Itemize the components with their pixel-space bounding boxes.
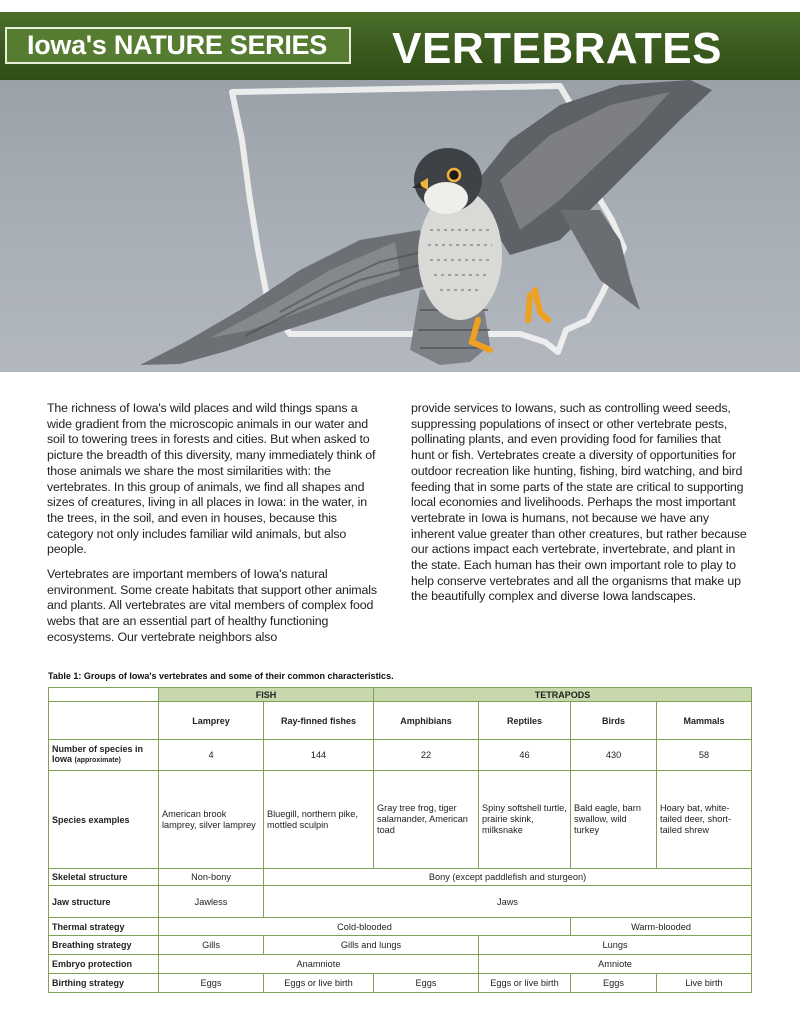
row-header: Species examples xyxy=(49,771,159,869)
table-row xyxy=(49,886,752,918)
page-title: VERTEBRATES xyxy=(392,24,722,73)
table-cell: Live birth xyxy=(657,974,752,993)
table-cell: American brook lamprey, silver lamprey xyxy=(159,771,264,869)
row-header xyxy=(49,740,159,771)
column-header: Mammals xyxy=(657,702,752,740)
row-header: Jaw structure xyxy=(49,886,159,918)
table-cell: Gills xyxy=(159,936,264,955)
table-cell: 58 xyxy=(657,740,752,771)
table-cell: 46 xyxy=(479,740,571,771)
column-header: Birds xyxy=(571,702,657,740)
paragraph: The richness of Iowa's wild places and wild things spans a wide gradient from the microscopic animals in our water and soil to towering trees in forests and cities. But when asked to picture the breadth of this diversity, many immediately think of those animals we share the most similarities with: the vertebrates. In this group of animals, we find all shapes and sizes of creatures, living in all places in Iowa: in the water, in the trees, in the soil, and even in houses, because this category not only includes familiar wild animals, but also people. xyxy=(47,401,376,557)
header-band xyxy=(0,12,800,80)
hero-photo xyxy=(0,80,800,372)
falcon-illustration xyxy=(0,80,800,372)
table-cell: Eggs or live birth xyxy=(479,974,571,993)
row-qualifier: (approximate) xyxy=(74,757,121,764)
table-row xyxy=(49,740,752,771)
table-cell: Amniote xyxy=(479,955,752,974)
table-cell: Eggs or live birth xyxy=(264,974,374,993)
table-cell: 22 xyxy=(374,740,479,771)
table-cell: Jaws xyxy=(264,886,752,918)
row-header: Thermal strategy xyxy=(49,918,159,936)
column-header: Reptiles xyxy=(479,702,571,740)
column-header: Lamprey xyxy=(159,702,264,740)
row-label: Number of species in Iowa xyxy=(52,744,144,764)
row-header: Skeletal structure xyxy=(49,869,159,886)
series-title: Iowa's NATURE SERIES xyxy=(27,30,327,60)
vertebrates-table xyxy=(48,687,752,993)
table-row xyxy=(49,869,752,886)
group-tetrapods: TETRAPODS xyxy=(374,688,752,702)
table-row xyxy=(49,955,752,974)
table-cell: Eggs xyxy=(159,974,264,993)
table-caption: Table 1: Groups of Iowa's vertebrates and some of their common characteristics. xyxy=(48,671,394,681)
column-header-row xyxy=(49,702,752,740)
table-cell: 430 xyxy=(571,740,657,771)
table-cell: Bony (except paddlefish and sturgeon) xyxy=(264,869,752,886)
table-cell: Gills and lungs xyxy=(264,936,479,955)
table-cell: Bluegill, northern pike, mottled sculpin xyxy=(264,771,374,869)
table-cell: Spiny softshell turtle, prairie skink, milksnake xyxy=(479,771,571,869)
series-badge xyxy=(5,27,351,64)
table-row xyxy=(49,974,752,993)
table-cell: Non-bony xyxy=(159,869,264,886)
paragraph: provide services to Iowans, such as controlling weed seeds, suppressing populations of insect or other vertebrate pests, pollinating plants, and even providing food for families that hunt or fish. Vertebrates create a diversity of opportunities for outdoor recreation like hunting, fishing, bird watching, and bird feeding that in some parts of the state are critical to supporting local economies and livelihoods. Perhaps the most important vertebrate in Iowa is humans, not because we have any inherent value greater than other creatures, but rather because our actions impact each vertebrate, invertebrate, and plant in the state. Each human has their own important role to play to help conserve vertebrates and all the organisms that make up the beautifully complex and diverse Iowa landscapes. xyxy=(411,401,747,604)
empty-corner xyxy=(49,702,159,740)
table-row xyxy=(49,771,752,869)
group-fish: FISH xyxy=(159,688,374,702)
table-cell: Eggs xyxy=(374,974,479,993)
body-column-left xyxy=(47,401,383,655)
group-header-row xyxy=(49,688,752,702)
empty-corner xyxy=(49,688,159,702)
row-header: Birthing strategy xyxy=(49,974,159,993)
table-cell: Cold-blooded xyxy=(159,918,571,936)
table-row xyxy=(49,918,752,936)
column-header: Amphibians xyxy=(374,702,479,740)
body-column-right xyxy=(411,401,747,614)
paragraph: Vertebrates are important members of Iowa's natural environment. Some create habitats that support other animals and plants. All vertebrates are vital members of complex food webs that are an essential part of healthy functioning ecosystems. Our vertebrate neighbors also xyxy=(47,567,377,644)
row-header: Embryo protection xyxy=(49,955,159,974)
row-header: Breathing strategy xyxy=(49,936,159,955)
table-cell: Anamniote xyxy=(159,955,479,974)
table-cell: Eggs xyxy=(571,974,657,993)
table-cell: 4 xyxy=(159,740,264,771)
table-cell: Hoary bat, white-tailed deer, short-tailed shrew xyxy=(657,771,752,869)
column-header: Ray-finned fishes xyxy=(264,702,374,740)
table-cell: Warm-blooded xyxy=(571,918,752,936)
table-cell: Gray tree frog, tiger salamander, American toad xyxy=(374,771,479,869)
table-cell: Jawless xyxy=(159,886,264,918)
table-row xyxy=(49,936,752,955)
table-cell: Bald eagle, barn swallow, wild turkey xyxy=(571,771,657,869)
table-cell: 144 xyxy=(264,740,374,771)
table-cell: Lungs xyxy=(479,936,752,955)
